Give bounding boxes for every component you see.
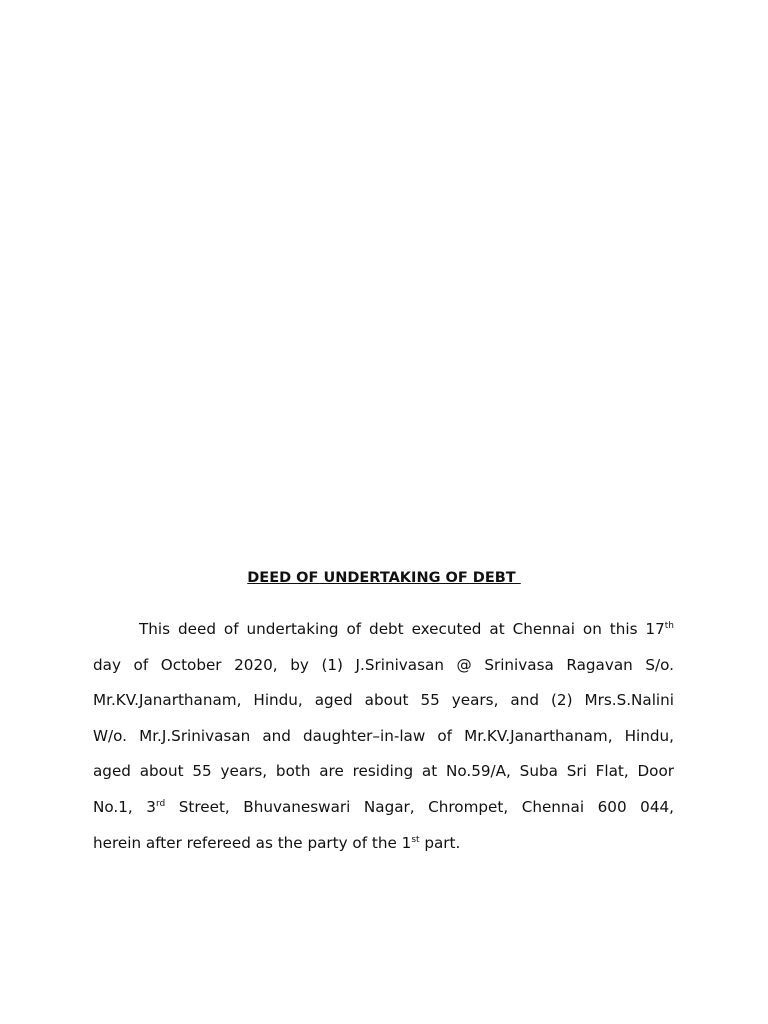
line-text: This deed of undertaking of debt executed at Chennai on this 17 (139, 620, 665, 638)
deed-title: DEED OF UNDERTAKING OF DEBT (247, 570, 521, 586)
line-text: herein after refereed as the party of the 1 (93, 833, 412, 852)
line-text: Mr.KV.Janarthanam, Hindu, aged about 55 years, and (2) Mrs.S.Nalini (93, 691, 674, 710)
line-text: aged about 55 years, both are residing at No.59/A, Suba Sri Flat, Door (93, 762, 674, 781)
ordinal-suffix: th (664, 620, 674, 631)
paragraph-line-5 (93, 754, 674, 790)
deed-paragraph (93, 612, 674, 861)
paragraph-line-1 (93, 612, 674, 648)
ordinal-suffix: st (411, 834, 420, 845)
line-text: W/o. Mr.J.Srinivasan and daughter–in-law of Mr.KV.Janarthanam, Hindu, (93, 726, 674, 745)
paragraph-line-4 (93, 719, 674, 755)
line-text: day of October 2020, by (1) J.Srinivasan @ Srinivasa Ragavan S/o. (93, 655, 674, 674)
ordinal-suffix: rd (155, 798, 166, 809)
paragraph-line-2 (93, 648, 674, 684)
line-text-rest: Street, Bhuvaneswari Nagar, Chrompet, Chennai 600 044, (165, 797, 674, 816)
paragraph-line-6 (93, 790, 674, 826)
line-text: No.1, 3 (93, 797, 156, 816)
line-text-rest: part. (419, 833, 461, 852)
paragraph-line-7 (93, 826, 674, 862)
paragraph-line-3 (93, 683, 674, 719)
